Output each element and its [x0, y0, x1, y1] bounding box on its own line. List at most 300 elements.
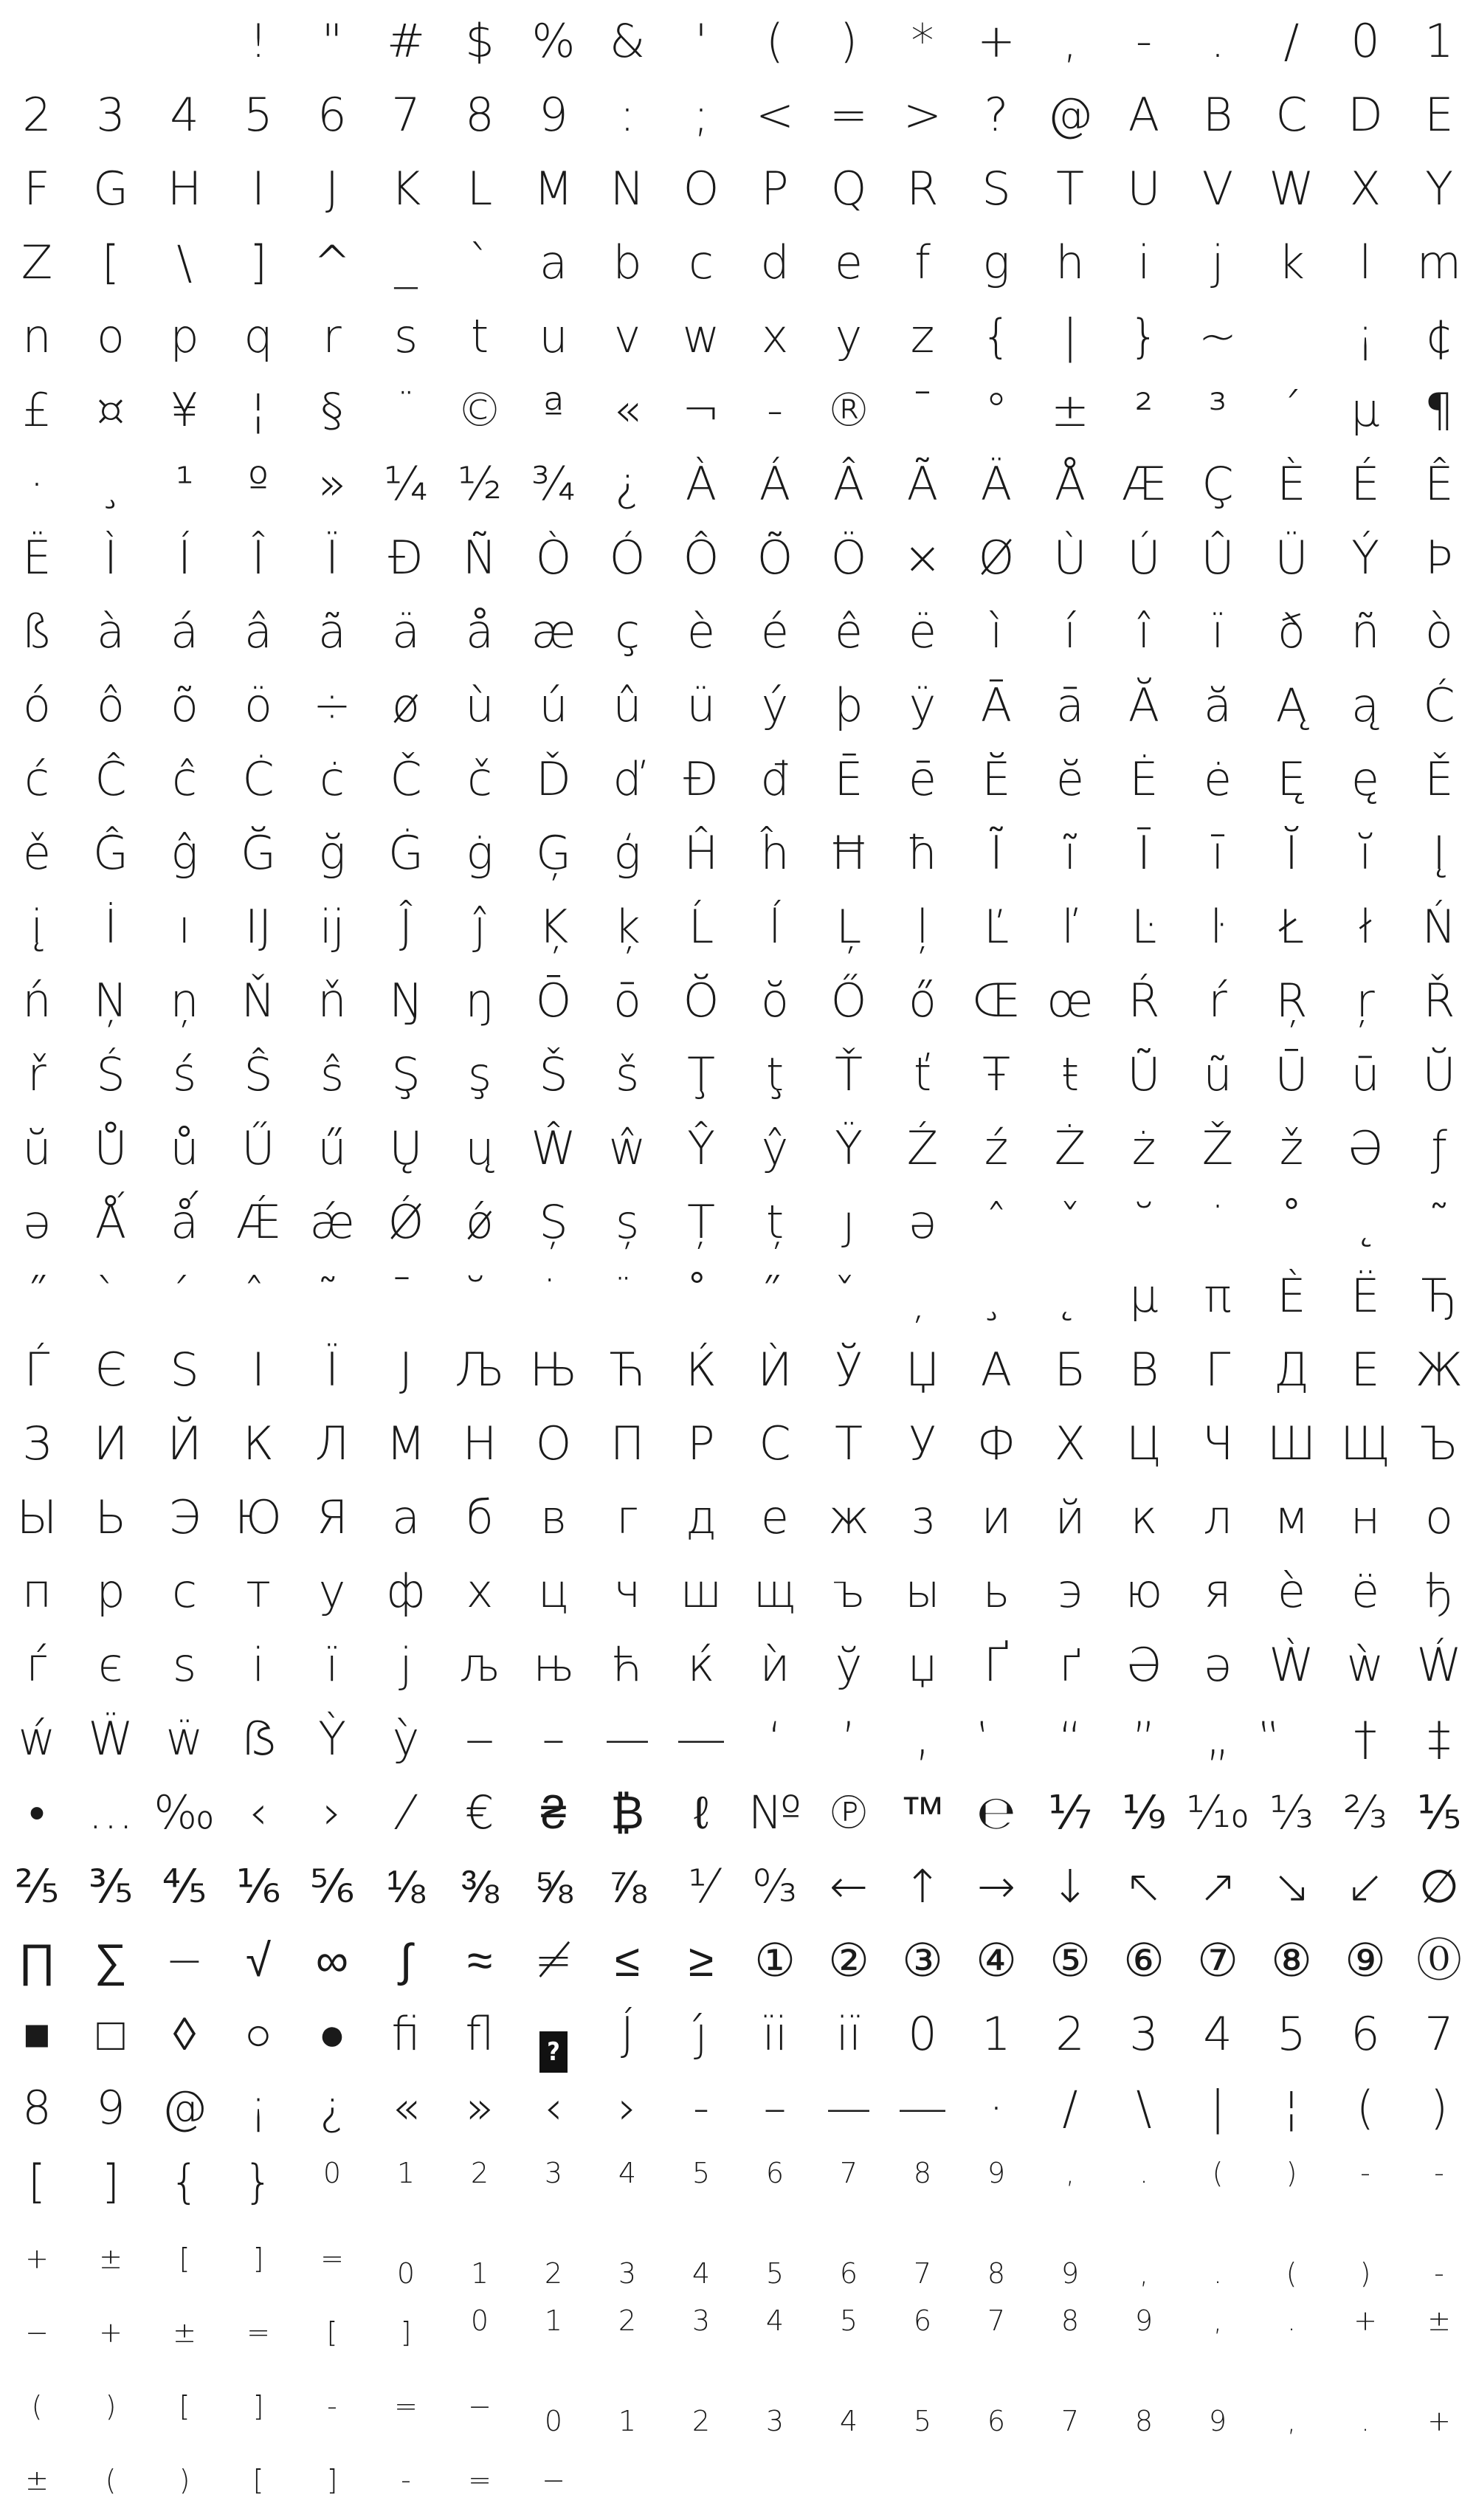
glyph-cell [1181, 521, 1255, 595]
glyph: ĕ [1055, 752, 1085, 806]
glyph: ⑥ [1123, 1933, 1165, 1987]
glyph: Ĵ [399, 900, 413, 954]
glyph-cell [1107, 1850, 1181, 1924]
glyph-cell [590, 816, 664, 890]
glyph-cell [1107, 669, 1181, 743]
glyph-cell [812, 2293, 886, 2366]
glyph-cell [517, 1185, 590, 1259]
glyph: È [1277, 457, 1306, 511]
glyph: ѕ [172, 1638, 197, 1692]
glyph-cell [812, 226, 886, 300]
glyph: } [244, 2155, 273, 2209]
glyph: ¿ [320, 2081, 345, 2135]
glyph-cell [221, 1407, 295, 1481]
glyph: ẁ [1346, 1638, 1384, 1692]
glyph: - [766, 383, 784, 437]
glyph: ⑦ [1197, 1933, 1238, 1987]
glyph-cell [295, 1112, 369, 1185]
glyph: R [906, 162, 939, 216]
glyph-cell [221, 226, 295, 300]
glyph-cell [590, 226, 664, 300]
glyph-cell [590, 1702, 664, 1776]
glyph: ̦ [915, 1269, 930, 1323]
glyph: Ə [1347, 1121, 1384, 1175]
glyph-cell [1107, 964, 1181, 1038]
glyph: Ā [980, 678, 1013, 732]
glyph: ă [1204, 678, 1232, 732]
glyph-cell [369, 2293, 443, 2366]
glyph: Į [1432, 826, 1446, 880]
glyph-cell [1181, 890, 1255, 964]
glyph: Ѕ [170, 1343, 199, 1397]
glyph: ш [680, 1564, 723, 1618]
glyph: м [1274, 1490, 1309, 1544]
glyph: ̌ [841, 1269, 856, 1323]
glyph: Ы [16, 1490, 58, 1544]
glyph: + [1427, 2405, 1451, 2437]
glyph: C [1275, 88, 1308, 142]
glyph: ъ [832, 1564, 866, 1618]
glyph-cell [738, 1038, 812, 1112]
glyph-cell [886, 1997, 959, 2071]
glyph: K [390, 162, 421, 216]
glyph: ↓ [1051, 1859, 1089, 1913]
glyph-cell [221, 2219, 295, 2293]
glyph: К [243, 1416, 274, 1470]
glyph: ⅚ [309, 1859, 355, 1913]
glyph-cell [295, 2366, 369, 2440]
glyph: ‹ [249, 1786, 268, 1839]
glyph-cell [1328, 1702, 1402, 1776]
glyph-cell [517, 1259, 590, 1333]
glyph-cell [443, 1185, 517, 1259]
glyph-cell [1255, 1112, 1328, 1185]
glyph-cell [886, 152, 959, 226]
glyph: У [908, 1416, 937, 1470]
glyph: s [393, 309, 418, 363]
glyph-cell [1181, 78, 1255, 152]
glyph-cell [1402, 1997, 1476, 2071]
glyph-cell [664, 2219, 738, 2293]
glyph: ĥ [760, 826, 790, 880]
glyph: č [466, 752, 493, 806]
glyph-cell [664, 890, 738, 964]
glyph-cell [1402, 226, 1476, 300]
glyph-cell [221, 152, 295, 226]
glyph: ÿ [908, 678, 937, 732]
glyph: ± [1427, 2304, 1451, 2337]
glyph-cell [1107, 1259, 1181, 1333]
glyph: ǿ [466, 1195, 494, 1249]
glyph: » [318, 457, 346, 511]
glyph: ⅔ [1342, 1786, 1388, 1839]
glyph-cell [148, 595, 221, 669]
glyph-cell [590, 964, 664, 1038]
glyph-cell [664, 1185, 738, 1259]
glyph-cell [1402, 373, 1476, 447]
glyph: & [609, 14, 646, 68]
glyph: ¡ [249, 2081, 268, 2135]
glyph-cell [590, 1776, 664, 1850]
glyph: ŋ [465, 974, 494, 1027]
glyph: fi [391, 2007, 421, 2061]
glyph: 1 [396, 2157, 415, 2189]
glyph: ѐ [1277, 1564, 1306, 1618]
glyph-cell [443, 669, 517, 743]
glyph: ỳ [392, 1712, 420, 1766]
glyph-cell [1033, 1702, 1107, 1776]
glyph-cell [0, 1555, 74, 1628]
glyph-cell [517, 1407, 590, 1481]
glyph: , [1286, 2405, 1297, 2437]
glyph-cell [295, 2440, 369, 2514]
glyph-cell [664, 1997, 738, 2071]
glyph: Ń [1421, 900, 1457, 954]
glyph-cell [369, 2219, 443, 2293]
glyph-cell [1255, 1997, 1328, 2071]
glyph: Ļ [835, 900, 862, 954]
glyph-cell [74, 226, 148, 300]
glyph: , [1139, 2257, 1149, 2290]
glyph: | [1210, 2081, 1226, 2135]
glyph-cell [1328, 4, 1402, 78]
glyph-cell [295, 669, 369, 743]
glyph-cell [664, 2366, 738, 2440]
glyph-cell [74, 152, 148, 226]
glyph-cell [369, 595, 443, 669]
glyph-cell [221, 964, 295, 1038]
glyph: 9 [1134, 2304, 1153, 2337]
glyph-cell [1107, 521, 1181, 595]
glyph-cell [590, 2071, 664, 2145]
glyph: − [25, 2316, 49, 2349]
glyph-cell [1402, 1333, 1476, 1407]
glyph-cell [1328, 1481, 1402, 1555]
glyph: ƒ [1431, 1121, 1447, 1175]
glyph-cell [886, 743, 959, 816]
glyph: ‟ [1279, 1712, 1304, 1766]
glyph-cell [1402, 964, 1476, 1038]
glyph: ℮ [976, 1786, 1016, 1839]
glyph: 0 [544, 2405, 563, 2437]
glyph: é [760, 605, 790, 658]
glyph: Ć [1423, 678, 1455, 732]
glyph-cell [886, 1407, 959, 1481]
glyph-cell [1033, 2145, 1107, 2219]
glyph: Œ [971, 974, 1021, 1027]
glyph-cell [1328, 1555, 1402, 1628]
glyph-cell [221, 2366, 295, 2440]
glyph: Í [177, 531, 192, 585]
glyph-cell [959, 300, 1033, 373]
glyph: ø [392, 678, 420, 732]
glyph-cell [590, 1628, 664, 1702]
glyph-cell [517, 226, 590, 300]
glyph-cell [1033, 1997, 1107, 2071]
glyph: Ŧ [982, 1047, 1010, 1101]
glyph: ⁄ [401, 1786, 410, 1839]
glyph-cell [517, 1038, 590, 1112]
glyph-cell [1107, 1038, 1181, 1112]
glyph-cell [221, 669, 295, 743]
glyph-cell [738, 447, 812, 521]
glyph: Н [462, 1416, 497, 1470]
glyph-cell [590, 1333, 664, 1407]
glyph-cell [369, 1259, 443, 1333]
glyph: ї [325, 1638, 339, 1692]
glyph-cell [221, 1924, 295, 1997]
glyph: Þ [1425, 531, 1453, 585]
glyph: 3 [692, 2304, 711, 2337]
glyph: ∫ [399, 1933, 413, 1987]
glyph-cell [959, 2293, 1033, 2366]
glyph-cell [0, 1997, 74, 2071]
glyph-cell [517, 2071, 590, 2145]
glyph: ˙ [1206, 1195, 1230, 1249]
glyph-cell [590, 152, 664, 226]
glyph-cell [443, 1038, 517, 1112]
glyph-cell [1402, 4, 1476, 78]
glyph-cell [664, 300, 738, 373]
glyph-cell [590, 1850, 664, 1924]
glyph-cell [812, 78, 886, 152]
glyph-cell [812, 1407, 886, 1481]
glyph: . [1286, 2304, 1297, 2337]
glyph-cell [812, 1997, 886, 2071]
glyph: 7 [987, 2304, 1006, 2337]
glyph: 4 [692, 2257, 711, 2290]
glyph: ⅕ [1416, 1786, 1462, 1839]
glyph-cell [1033, 816, 1107, 890]
glyph-cell [74, 300, 148, 373]
glyph-cell [517, 4, 590, 78]
glyph: õ [170, 678, 199, 732]
glyph-cell [1107, 1776, 1181, 1850]
glyph: ů [170, 1121, 199, 1175]
glyph: ’ [841, 1712, 856, 1766]
glyph-cell [812, 743, 886, 816]
glyph: Ã [906, 457, 939, 511]
glyph: Î [251, 531, 266, 585]
glyph-cell [0, 447, 74, 521]
glyph-cell [1033, 595, 1107, 669]
glyph-cell [369, 300, 443, 373]
glyph-cell [664, 1924, 738, 1997]
glyph-cell [443, 152, 517, 226]
glyph-cell [1255, 595, 1328, 669]
glyph-cell [738, 669, 812, 743]
glyph: Њ [529, 1343, 578, 1397]
glyph: 6 [839, 2257, 858, 2290]
glyph-cell [369, 2366, 443, 2440]
glyph-cell [148, 1481, 221, 1555]
glyph-cell [812, 964, 886, 1038]
glyph-cell [1107, 1628, 1181, 1702]
glyph: ‒ [465, 1712, 494, 1766]
glyph: 8 [913, 2157, 932, 2189]
glyph-cell [1181, 2071, 1255, 2145]
glyph: ̄ [399, 1269, 413, 1323]
glyph-cell [1107, 2145, 1181, 2219]
glyph: 8 [1134, 2405, 1153, 2437]
glyph-cell [1328, 2366, 1402, 2440]
glyph-cell [1255, 2440, 1328, 2514]
glyph-cell [1402, 1185, 1476, 1259]
glyph: - [1434, 2157, 1444, 2189]
glyph-cell [1255, 4, 1328, 78]
glyph-cell [959, 1481, 1033, 1555]
glyph-cell [74, 78, 148, 152]
glyph: ― [678, 1712, 724, 1766]
glyph-cell [1255, 1776, 1328, 1850]
glyph: ○ [244, 2007, 272, 2061]
glyph-cell [1255, 1185, 1328, 1259]
glyph: ↘ [1272, 1859, 1311, 1913]
glyph: ò [1425, 605, 1453, 658]
glyph-cell [369, 1628, 443, 1702]
glyph: P [761, 162, 789, 216]
glyph-cell [959, 1038, 1033, 1112]
glyph-cell [443, 2145, 517, 2219]
glyph: Ó [609, 531, 646, 585]
glyph-cell [1033, 743, 1107, 816]
glyph-cell [1402, 2366, 1476, 2440]
glyph-cell [959, 1333, 1033, 1407]
glyph-cell [738, 2293, 812, 2366]
glyph: / [1062, 2081, 1078, 2135]
glyph: Ů [94, 1121, 128, 1175]
glyph-cell [738, 1702, 812, 1776]
glyph: л [1203, 1490, 1232, 1544]
glyph: ŧ [1061, 1047, 1080, 1101]
glyph-cell [1255, 1555, 1328, 1628]
glyph-cell [369, 152, 443, 226]
glyph-cell [443, 300, 517, 373]
glyph: 5 [913, 2405, 932, 2437]
glyph: ô [97, 678, 125, 732]
glyph-cell [221, 1555, 295, 1628]
glyph-cell [886, 78, 959, 152]
glyph: 8 [987, 2257, 1006, 2290]
glyph-cell [1402, 2440, 1476, 2514]
glyph-cell [0, 1259, 74, 1333]
glyph-cell [664, 2145, 738, 2219]
glyph: ī [1211, 826, 1224, 880]
glyph-cell [0, 521, 74, 595]
glyph: Ě [1424, 752, 1454, 806]
glyph: V [1201, 162, 1234, 216]
glyph: « [392, 2081, 420, 2135]
glyph: 9 [539, 88, 568, 142]
glyph-cell [886, 226, 959, 300]
glyph: 0 [470, 2304, 489, 2337]
glyph: ∏ [18, 1933, 56, 1987]
glyph-cell [959, 1997, 1033, 2071]
glyph-cell [148, 447, 221, 521]
glyph-cell [886, 373, 959, 447]
glyph-cell [1328, 2071, 1402, 2145]
glyph: û [613, 678, 642, 732]
glyph: Ũ [1127, 1047, 1161, 1101]
glyph-cell [959, 447, 1033, 521]
glyph-cell [443, 2071, 517, 2145]
glyph-cell [517, 521, 590, 595]
glyph: o [97, 309, 125, 363]
glyph-cell [295, 595, 369, 669]
glyph-cell [1328, 1112, 1402, 1185]
glyph: » [466, 2081, 494, 2135]
glyph-cell [959, 226, 1033, 300]
glyph-cell [886, 2366, 959, 2440]
glyph-cell [295, 1555, 369, 1628]
glyph-cell [812, 2071, 886, 2145]
glyph-cell [148, 1850, 221, 1924]
glyph: % [531, 14, 576, 68]
glyph: Ï [325, 531, 339, 585]
glyph: L [466, 162, 493, 216]
glyph: Ś [96, 1047, 125, 1101]
notdef-glyph: ? [539, 2031, 568, 2073]
glyph-cell [959, 2366, 1033, 2440]
glyph: ħ [906, 826, 939, 880]
glyph-cell [369, 964, 443, 1038]
glyph: ± [99, 2242, 123, 2275]
glyph: ∅ [1418, 1859, 1459, 1913]
glyph: ñ [1351, 605, 1380, 658]
glyph: Ŀ [1131, 900, 1157, 954]
glyph: ( [31, 2390, 43, 2423]
glyph: е [760, 1490, 790, 1544]
glyph-cell [74, 2145, 148, 2219]
glyph: + [99, 2316, 123, 2349]
glyph: ū [1351, 1047, 1380, 1101]
glyph-cell [1328, 1407, 1402, 1481]
glyph: п [21, 1564, 52, 1618]
glyph: ü [686, 678, 716, 732]
glyph: . [1139, 2157, 1149, 2189]
glyph-cell [295, 1702, 369, 1776]
glyph: ̨ [1063, 1269, 1077, 1323]
glyph: Ґ [983, 1638, 1010, 1692]
glyph: ś [172, 1047, 197, 1101]
glyph: æ [531, 605, 576, 658]
glyph-cell [1107, 2219, 1181, 2293]
glyph: ⅛ [387, 1859, 425, 1913]
glyph-cell [1181, 152, 1255, 226]
glyph-cell [74, 2071, 148, 2145]
glyph-cell [1402, 890, 1476, 964]
glyph-cell [664, 595, 738, 669]
glyph-cell [1402, 2293, 1476, 2366]
glyph: х [466, 1564, 494, 1618]
glyph-cell [738, 1555, 812, 1628]
glyph: Ц [1125, 1416, 1162, 1470]
glyph-cell [1033, 1407, 1107, 1481]
glyph-cell [1181, 2366, 1255, 2440]
glyph: ° [984, 383, 1008, 437]
glyph-cell [664, 373, 738, 447]
glyph: ̇ [546, 1269, 561, 1323]
glyph: ā [1056, 678, 1084, 732]
glyph-cell [812, 1702, 886, 1776]
glyph-cell [0, 1185, 74, 1259]
glyph-cell [959, 2145, 1033, 2219]
glyph: ã [318, 605, 346, 658]
glyph: f [914, 235, 931, 289]
glyph-cell [738, 1481, 812, 1555]
glyph-cell [443, 2219, 517, 2293]
glyph-cell [1255, 1259, 1328, 1333]
